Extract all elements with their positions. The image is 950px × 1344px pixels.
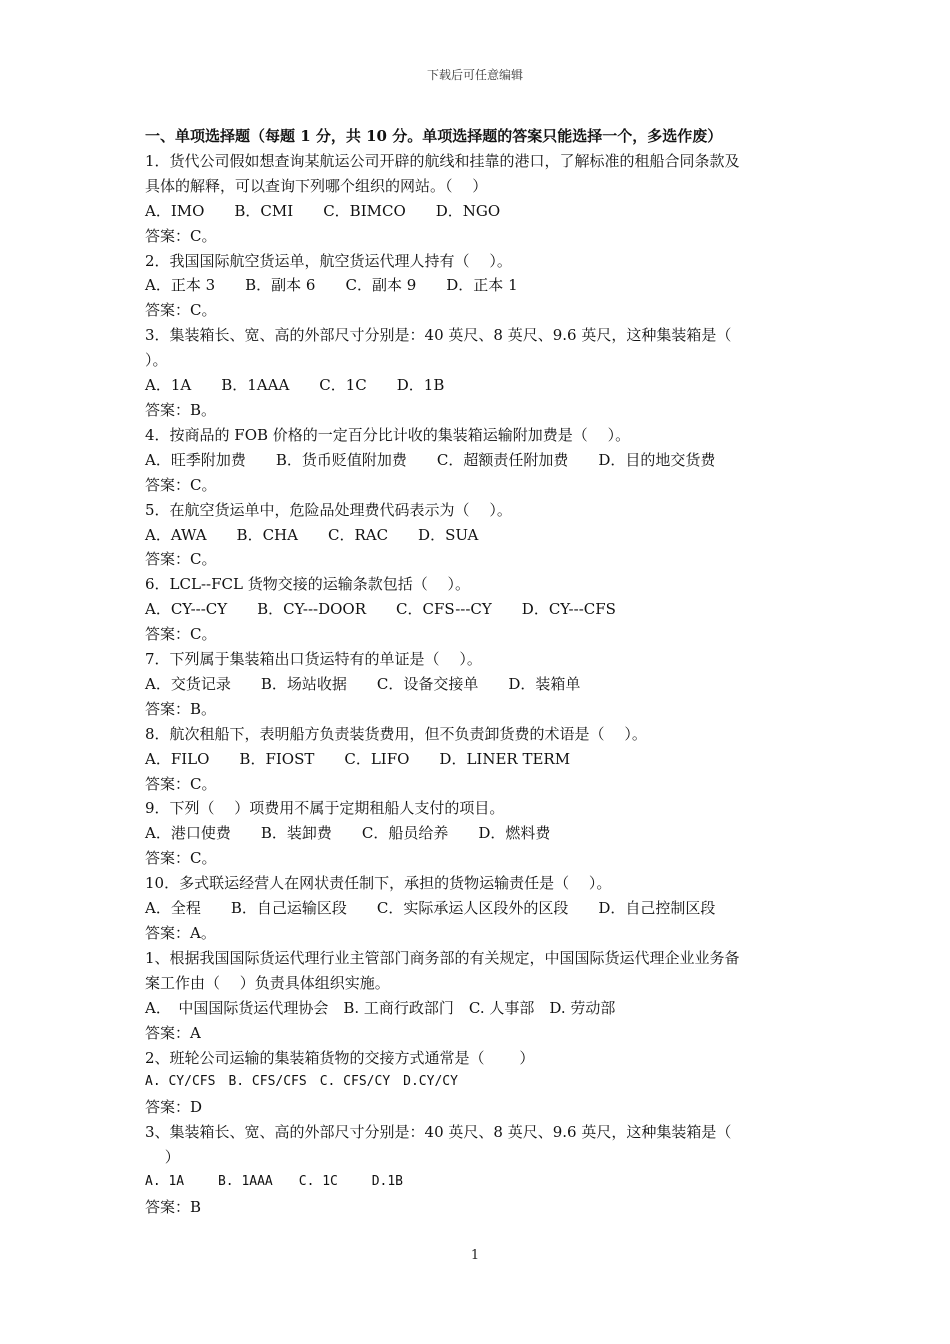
answer-line: 答案：C。 [145, 625, 217, 644]
text-line: 3．集装箱长、宽、高的外部尺寸分别是：40 英尺、8 英尺、9.6 英尺，这种集装箱是（ [145, 326, 732, 345]
text-line: 具体的解释，可以查询下列哪个组织的网站。（ ） [145, 176, 488, 195]
document-body [145, 124, 810, 1220]
text-line: ） [145, 1148, 180, 1167]
page-number: 1 [470, 1248, 480, 1263]
answer-line: 答案：C。 [145, 301, 217, 320]
options-line: A．AWA B．CHA C．RAC D．SUA [145, 525, 479, 544]
answer-line: 答案：C。 [145, 849, 217, 868]
answer-line: 答案：B。 [145, 699, 217, 718]
options-line: A．1A B．1AAA C．1C D．1B [145, 376, 445, 395]
question-lines [145, 149, 810, 1220]
answer-line: 答案：C。 [145, 475, 217, 494]
options-line: A．旺季附加费 B．货币贬值附加费 C．超额责任附加费 D．目的地交货费 [145, 450, 716, 469]
answer-line: 答案：A。 [145, 924, 216, 942]
text-line: ）。 [145, 351, 168, 370]
text-line: 6．LCL--FCL 货物交接的运输条款包括（ ）。 [145, 575, 470, 594]
text-line: 9．下列（ ）项费用不属于定期租船人支付的项目。 [145, 799, 505, 818]
answer-line: 答案：B [145, 1197, 202, 1216]
options-line: A．交货记录 B．场站收据 C．设备交接单 D．装箱单 [145, 674, 581, 693]
text-line: 2、班轮公司运输的集装箱货物的交接方式通常是（ ） [145, 1048, 535, 1067]
text-line: 8．航次租船下，表明船方负责装货费用，但不负责卸货费的术语是（ ）。 [145, 724, 647, 743]
options-line: A． 中国国际货运代理协会 B. 工商行政部门 C. 人事部 D. 劳动部 [145, 998, 616, 1017]
section-title: 一、单项选择题（每题 1 分，共 10 分。单项选择题的答案只能选择一个，多选作废） [145, 127, 723, 145]
text-line: 10．多式联运经营人在网状责任制下，承担的货物运输责任是（ ）。 [145, 874, 612, 893]
text-line: 3、集装箱长、宽、高的外部尺寸分别是：40 英尺、8 英尺、9.6 英尺，这种集装箱是（ [145, 1123, 732, 1142]
options-line: A. CY/CFS B. CFS/CFS C. CFS/CY D.CY/CY [145, 1074, 458, 1090]
text-line: 1．货代公司假如想查询某航运公司开辟的航线和挂靠的港口，了解标准的租船合同条款及 [145, 151, 740, 170]
options-line: A．FILO B．FIOST C．LIFO D．LINER TERM [145, 749, 571, 768]
answer-line: 答案：B。 [145, 400, 217, 419]
answer-line: 答案：D [145, 1098, 203, 1117]
answer-line: 答案：C。 [145, 550, 217, 569]
text-line: 7．下列属于集装箱出口货运特有的单证是（ ）。 [145, 650, 482, 669]
answer-line: 答案：A [145, 1023, 201, 1042]
text-line: 2．我国国际航空货运单，航空货运代理人持有（ ）。 [145, 251, 512, 270]
text-line: 5．在航空货运单中，危险品处理费代码表示为（ ）。 [145, 500, 512, 519]
text-line: 案工作由（ ）负责具体组织实施。 [145, 973, 390, 992]
options-line: A．IMO B．CMI C．BIMCO D．NGO [145, 201, 501, 220]
options-line: A. 1A B. 1AAA C. 1C D.1B [145, 1174, 404, 1190]
answer-line: 答案：C。 [145, 774, 217, 793]
options-line: A．全程 B．自己运输区段 C．实际承运人区段外的区段 D．自己控制区段 [145, 899, 716, 918]
answer-line: 答案：C。 [145, 226, 217, 245]
text-line: 4．按商品的 FOB 价格的一定百分比计收的集装箱运输附加费是（ ）。 [145, 425, 631, 444]
options-line: A．CY---CY B．CY---DOOR C．CFS---CY D．CY---CFS [145, 600, 616, 619]
text-line: 1、根据我国国际货运代理行业主管部门商务部的有关规定，中国国际货运代理企业业务备 [145, 948, 740, 967]
options-line: A．港口使费 B．装卸费 C．船员给养 D．燃料费 [145, 824, 551, 843]
page-header: 下载后可任意编辑 [426, 68, 523, 82]
options-line: A．正本 3 B．副本 6 C．副本 9 D．正本 1 [145, 276, 518, 295]
